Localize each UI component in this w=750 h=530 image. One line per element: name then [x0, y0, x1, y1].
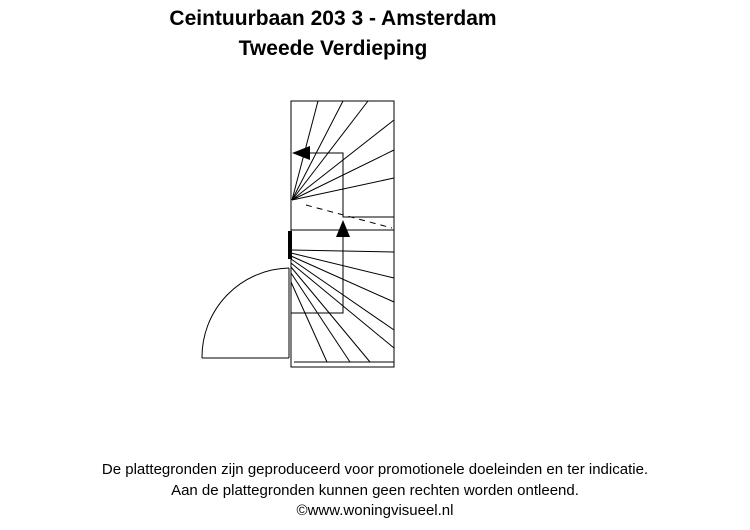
- door-swing: [202, 268, 289, 358]
- door-jamb: [288, 231, 292, 259]
- disclaimer-line-2: Aan de plattegronden kunnen geen rechten worden ontleend.: [171, 482, 579, 499]
- stair-lower-flight: [291, 237, 394, 362]
- copyright-line: ©www.woningvisueel.nl: [296, 502, 454, 519]
- floor-name: Tweede Verdieping: [238, 37, 428, 60]
- left-arrow: [292, 146, 310, 160]
- disclaimer-line-1: De plattegronden zijn geproduceerd voor promotionele doeleinden en ter indicatie.: [101, 461, 649, 478]
- stair-upper-flight: [292, 101, 394, 217]
- plan-title: Ceintuurbaan 203 3 - Amsterdam: [169, 7, 497, 30]
- up-arrow: [336, 220, 350, 237]
